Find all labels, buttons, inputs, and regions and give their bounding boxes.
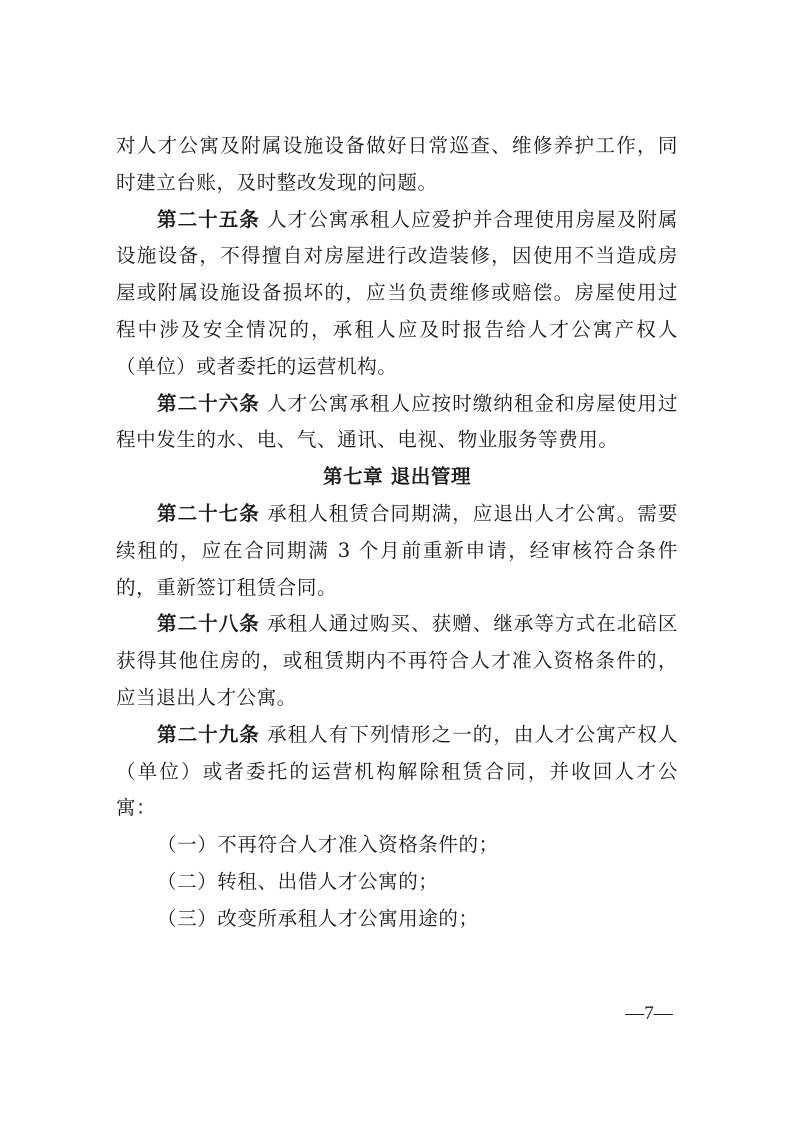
article-29 xyxy=(116,717,678,827)
article-28-text: 承租人通过购买、获赠、继承等方式在北碚区获得其他住房的，或租赁期内不再符合人才准入资格条件的，应当退出人才公寓。 xyxy=(116,612,678,709)
list-item: （三）改变所承租人才公寓用途的； xyxy=(157,906,479,930)
list-item: （一）不再符合人才准入资格条件的； xyxy=(157,833,499,857)
article-27-text: 承租人租赁合同期满，应退出人才公寓。需要续租的，应在合同期满 3 个月前重新申请，经审核符合条件的，重新签订租赁合同。 xyxy=(116,501,678,599)
page-number: —7— xyxy=(625,1003,673,1024)
article-26 xyxy=(116,386,678,460)
paragraph-continuation: 对人才公寓及附属设施设备做好日常巡查、维修养护工作，同时建立台账，及时整改发现的问题。 xyxy=(116,134,678,194)
article-26-number: 第二十六条 xyxy=(157,391,260,415)
article-28 xyxy=(116,606,678,716)
list-item: （二）转租、出借人才公寓的； xyxy=(157,869,439,893)
article-25-text: 人才公寓承租人应爱护并合理使用房屋及附属设施设备，不得擅自对房屋进行改造装修，因使用不当造成房屋或附属设施设备损坏的，应当负责维修或赔偿。房屋使用过程中涉及安全情况的，承租人应及时报告给人才公寓产权人（单位）或者委托的运营机构。 xyxy=(116,207,678,378)
article-27 xyxy=(116,496,678,606)
article-27-number: 第二十七条 xyxy=(157,501,260,525)
chapter-heading: 第七章 退出管理 xyxy=(322,465,472,489)
article-25-number: 第二十五条 xyxy=(157,207,260,231)
article-28-number: 第二十八条 xyxy=(157,612,260,636)
document-body xyxy=(116,128,678,938)
article-26-text: 人才公寓承租人应按时缴纳租金和房屋使用过程中发生的水、电、气、通讯、电视、物业服务等费用。 xyxy=(116,391,678,452)
article-25 xyxy=(116,202,678,386)
article-29-text: 承租人有下列情形之一的，由人才公寓产权人（单位）或者委托的运营机构解除租赁合同，并收回人才公寓： xyxy=(116,722,678,820)
article-29-number: 第二十九条 xyxy=(157,722,260,746)
